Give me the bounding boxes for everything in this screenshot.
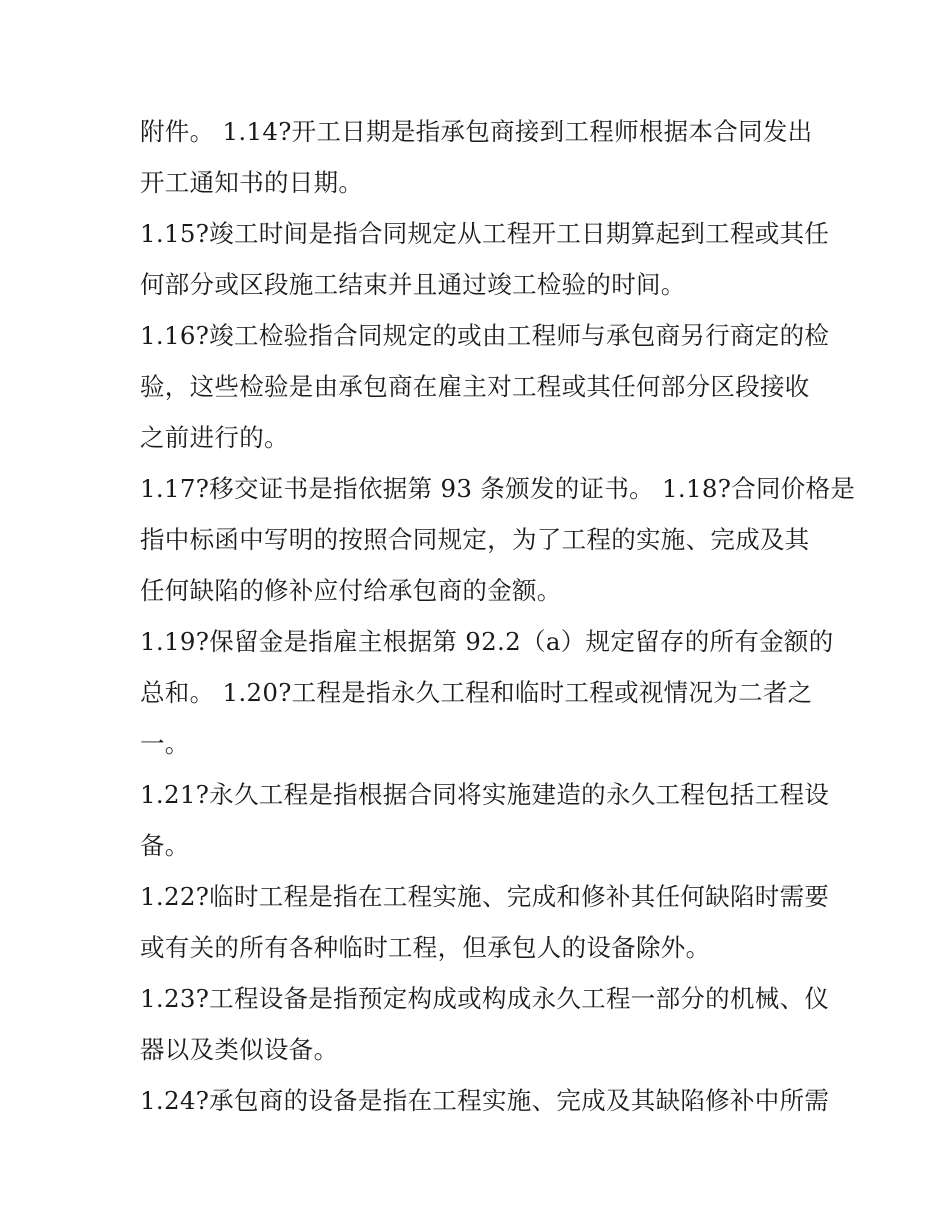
text-line: 指中标函中写明的按照合同规定，为了工程的实施、完成及其 <box>140 525 810 554</box>
text-line: 附件。 1.14?开工日期是指承包商接到工程师根据本合同发出 <box>140 117 813 146</box>
text-line: 1.21?永久工程是指根据合同将实施建造的永久工程包括工程设 <box>140 780 830 809</box>
text-line: 之前进行的。 <box>140 423 289 452</box>
text-line: 验，这些检验是由承包商在雇主对工程或其任何部分区段接收 <box>140 372 810 401</box>
text-line: 1.23?工程设备是指预定构成或构成永久工程一部分的机械、仪 <box>140 984 830 1013</box>
text-line: 总和。 1.20?工程是指永久工程和临时工程或视情况为二者之 <box>140 678 813 707</box>
text-line: 1.16?竣工检验指合同规定的或由工程师与承包商另行商定的检 <box>140 321 830 350</box>
text-line: 1.24?承包商的设备是指在工程实施、完成及其缺陷修补中所需 <box>140 1086 830 1115</box>
text-line: 1.15?竣工时间是指合同规定从工程开工日期算起到工程或其任 <box>140 219 830 248</box>
text-line: 或有关的所有各种临时工程，但承包人的设备除外。 <box>140 933 711 962</box>
text-line: 何部分或区段施工结束并且通过竣工检验的时间。 <box>140 270 686 299</box>
text-line: 任何缺陷的修补应付给承包商的金额。 <box>140 576 562 605</box>
text-line: 1.22?临时工程是指在工程实施、完成和修补其任何缺陷时需要 <box>140 882 830 911</box>
text-line: 1.17?移交证书是指依据第 93 条颁发的证书。 1.18?合同价格是 <box>140 474 856 503</box>
text-line: 1.19?保留金是指雇主根据第 92.2（a）规定留存的所有金额的 <box>140 627 834 656</box>
document-body <box>140 106 856 1126</box>
text-line: 开工通知书的日期。 <box>140 168 364 197</box>
text-line: 一。 <box>140 729 190 758</box>
text-line: 备。 <box>140 831 190 860</box>
text-line: 器以及类似设备。 <box>140 1035 339 1064</box>
